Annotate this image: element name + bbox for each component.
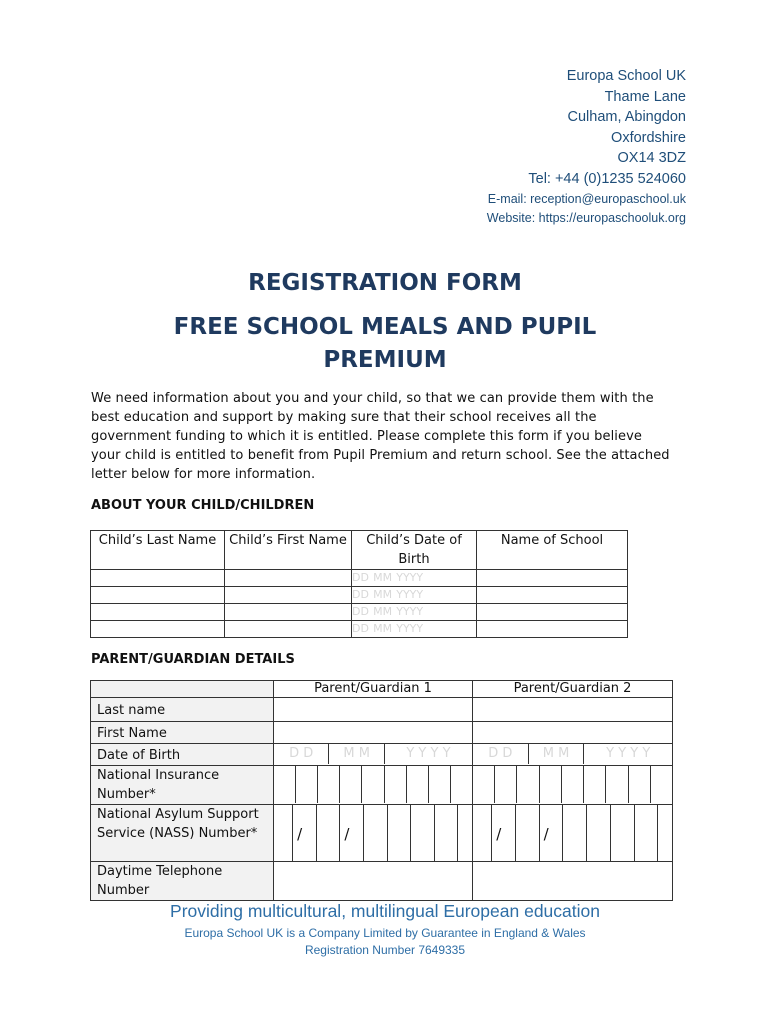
digit-box[interactable] bbox=[495, 766, 517, 803]
digit-box[interactable] bbox=[274, 805, 293, 861]
address-postcode: OX14 3DZ bbox=[617, 150, 686, 167]
parent-table bbox=[90, 680, 673, 901]
dob-placeholder-yyyy: YYYY bbox=[396, 571, 424, 584]
child-dob-input[interactable] bbox=[352, 570, 477, 587]
header-dob: Child’s Date of Birth bbox=[352, 531, 477, 570]
child-first-name-input[interactable] bbox=[225, 587, 352, 604]
header-spacer bbox=[91, 681, 274, 698]
p2-dob-input[interactable] bbox=[473, 744, 673, 766]
digit-box[interactable] bbox=[411, 805, 435, 861]
footer-registration: Registration Number 7649335 bbox=[304, 943, 466, 957]
digit-box[interactable] bbox=[540, 766, 562, 803]
p1-last-name-input[interactable] bbox=[274, 698, 473, 722]
label-phone: Daytime Telephone Number bbox=[91, 862, 274, 901]
label-last-name: Last name bbox=[91, 698, 274, 722]
p2-phone-input[interactable] bbox=[473, 862, 673, 901]
p1-ni-input[interactable] bbox=[274, 766, 473, 805]
digit-box[interactable] bbox=[296, 766, 318, 803]
header-last-name: Child’s Last Name bbox=[91, 531, 225, 570]
digit-box[interactable] bbox=[364, 805, 388, 861]
p2-last-name-input[interactable] bbox=[473, 698, 673, 722]
child-school-input[interactable] bbox=[477, 587, 628, 604]
dob-placeholder-yyyy: YYYY bbox=[396, 588, 424, 601]
digit-box[interactable] bbox=[318, 766, 340, 803]
child-school-input[interactable] bbox=[477, 570, 628, 587]
child-dob-input[interactable] bbox=[352, 604, 477, 621]
p2-first-name-input[interactable] bbox=[473, 722, 673, 744]
dob-placeholder-dd: DD bbox=[352, 588, 369, 601]
child-section-heading: ABOUT YOUR CHILD/CHILDREN bbox=[91, 498, 315, 513]
child-school-input[interactable] bbox=[477, 621, 628, 638]
digit-box[interactable] bbox=[473, 766, 495, 803]
table-row bbox=[91, 604, 628, 621]
footer-company: Europa School UK is a Company Limited by Guarantee in England & Wales bbox=[184, 926, 586, 940]
label-nass: National Asylum Support Service (NASS) Number* bbox=[91, 805, 274, 862]
dob-placeholder-mm: M M bbox=[529, 744, 585, 764]
child-first-name-input[interactable] bbox=[225, 570, 352, 587]
footer-tagline: Providing multicultural, multilingual European education bbox=[170, 901, 600, 921]
dob-placeholder-dd: D D bbox=[274, 744, 329, 764]
digit-box[interactable] bbox=[516, 805, 540, 861]
slash-separator: / bbox=[297, 825, 303, 843]
digit-box[interactable] bbox=[451, 766, 472, 803]
child-last-name-input[interactable] bbox=[91, 587, 225, 604]
header-parent-2: Parent/Guardian 2 bbox=[473, 681, 673, 698]
address-website: Website: https://europaschooluk.org bbox=[486, 210, 686, 225]
child-last-name-input[interactable] bbox=[91, 570, 225, 587]
child-first-name-input[interactable] bbox=[225, 604, 352, 621]
digit-box[interactable] bbox=[629, 766, 651, 803]
digit-box[interactable] bbox=[362, 766, 384, 803]
dob-placeholder-mm: MM bbox=[373, 571, 393, 584]
address-town: Culham, Abingdon bbox=[567, 109, 686, 126]
header-first-name: Child’s First Name bbox=[225, 531, 352, 570]
table-row bbox=[91, 570, 628, 587]
digit-box[interactable] bbox=[340, 766, 362, 803]
table-row bbox=[91, 587, 628, 604]
p1-nass-input[interactable] bbox=[274, 805, 473, 862]
p2-nass-input[interactable] bbox=[473, 805, 673, 862]
digit-box[interactable] bbox=[317, 805, 341, 861]
digit-box[interactable] bbox=[563, 805, 587, 861]
dob-placeholder-dd: DD bbox=[352, 605, 369, 618]
slash-separator: / bbox=[543, 825, 549, 843]
form-title: REGISTRATION FORM bbox=[248, 270, 522, 296]
dob-placeholder-mm: M M bbox=[329, 744, 384, 764]
digit-box[interactable] bbox=[587, 805, 611, 861]
digit-box[interactable] bbox=[492, 805, 516, 861]
p2-ni-input[interactable] bbox=[473, 766, 673, 805]
form-subtitle-line1: FREE SCHOOL MEALS AND PUPIL bbox=[173, 314, 597, 340]
digit-box[interactable] bbox=[274, 766, 296, 803]
digit-box[interactable] bbox=[385, 766, 407, 803]
child-dob-input[interactable] bbox=[352, 621, 477, 638]
dob-placeholder-yyyy: YYYY bbox=[396, 622, 424, 635]
digit-box[interactable] bbox=[540, 805, 564, 861]
digit-box[interactable] bbox=[340, 805, 364, 861]
address-email: E-mail: reception@europaschool.uk bbox=[487, 191, 686, 206]
intro-paragraph: We need information about you and your child, so that we can provide them with the best education and support by making sure that their school receives all the government funding to which it is entitled. Please complete this form if you believe your child is entitled to benefit from Pupil Premium and return school. See the attached letter below for more information. bbox=[91, 391, 670, 482]
header-school: Name of School bbox=[477, 531, 628, 570]
slash-separator: / bbox=[496, 825, 502, 843]
digit-box[interactable] bbox=[435, 805, 459, 861]
digit-box[interactable] bbox=[658, 805, 672, 861]
digit-box[interactable] bbox=[388, 805, 412, 861]
label-dob: Date of Birth bbox=[91, 744, 274, 766]
dob-placeholder-mm: MM bbox=[373, 588, 393, 601]
dob-placeholder-mm: MM bbox=[373, 605, 393, 618]
digit-box[interactable] bbox=[407, 766, 429, 803]
slash-separator: / bbox=[344, 825, 350, 843]
label-first-name: First Name bbox=[91, 722, 274, 744]
digit-box[interactable] bbox=[606, 766, 628, 803]
child-school-input[interactable] bbox=[477, 604, 628, 621]
dob-placeholder-dd: DD bbox=[352, 622, 369, 635]
digit-box[interactable] bbox=[473, 805, 492, 861]
dob-placeholder-mm: MM bbox=[373, 622, 393, 635]
digit-box[interactable] bbox=[562, 766, 584, 803]
digit-box[interactable] bbox=[611, 805, 635, 861]
digit-box[interactable] bbox=[293, 805, 317, 861]
child-last-name-input[interactable] bbox=[91, 621, 225, 638]
dob-placeholder-dd: DD bbox=[352, 571, 369, 584]
child-table bbox=[90, 530, 628, 638]
form-subtitle-line2: PREMIUM bbox=[323, 347, 447, 373]
child-first-name-input[interactable] bbox=[225, 621, 352, 638]
address-tel: Tel: +44 (0)1235 524060 bbox=[528, 170, 686, 187]
school-address bbox=[487, 66, 686, 228]
digit-box[interactable] bbox=[429, 766, 451, 803]
parent-section-heading: PARENT/GUARDIAN DETAILS bbox=[91, 652, 295, 667]
header-parent-1: Parent/Guardian 1 bbox=[274, 681, 473, 698]
dob-placeholder-dd: D D bbox=[473, 744, 529, 764]
digit-box[interactable] bbox=[517, 766, 539, 803]
dob-placeholder-yyyy: Y Y Y Y bbox=[606, 746, 651, 761]
school-name: Europa School UK bbox=[566, 68, 686, 84]
child-dob-input[interactable] bbox=[352, 587, 477, 604]
digit-box[interactable] bbox=[635, 805, 659, 861]
child-last-name-input[interactable] bbox=[91, 604, 225, 621]
address-county: Oxfordshire bbox=[611, 129, 686, 146]
p1-phone-input[interactable] bbox=[274, 862, 473, 901]
dob-placeholder-yyyy: Y Y Y Y bbox=[406, 746, 451, 761]
dob-placeholder-yyyy: YYYY bbox=[396, 605, 424, 618]
p1-first-name-input[interactable] bbox=[274, 722, 473, 744]
digit-box[interactable] bbox=[458, 805, 472, 861]
digit-box[interactable] bbox=[651, 766, 672, 803]
p1-dob-input[interactable] bbox=[274, 744, 473, 766]
label-ni: National Insurance Number* bbox=[91, 766, 274, 805]
address-street: Thame Lane bbox=[604, 88, 686, 105]
table-row bbox=[91, 621, 628, 638]
digit-box[interactable] bbox=[584, 766, 606, 803]
